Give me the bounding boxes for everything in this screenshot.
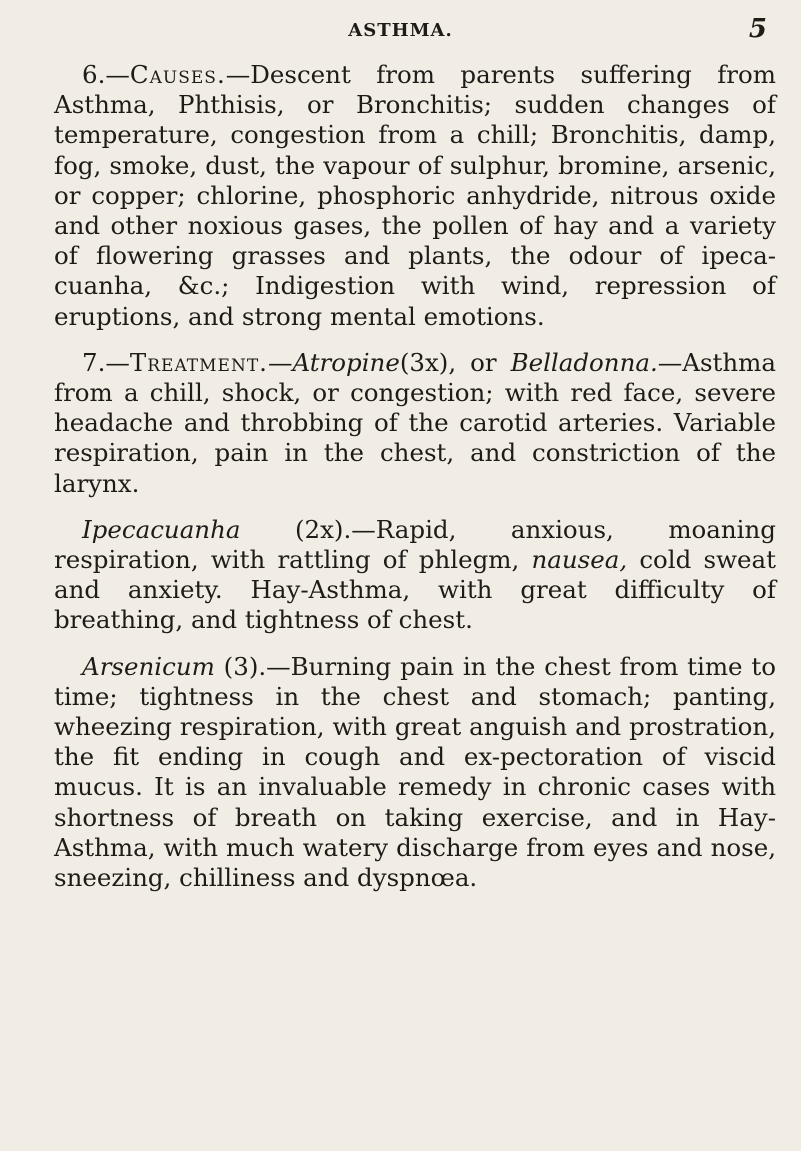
- ipecacuanha-text-b: cold sweat and anxiety. Hay-Asthma, with great difficulty of breathing, and tightness of chest.: [54, 545, 776, 635]
- causes-text: Descent from parents suffering from Asthma, Phthisis, or Bronchitis; sudden changes of temperature, congestion from a chill; Bronchitis, damp, fog, smoke, dust, the vapour of sulphur, bromine, arsenic, or copper; chlorine, phosphoric anhydride, nitrous oxide and other noxious gases, the pollen of hay and a variety of flowering grasses and plants, the odour of ipeca-cuanha, &c.; Indigestion with wind, repression of eruptions, and strong mental emotions.: [54, 60, 776, 331]
- body-text: [54, 60, 776, 909]
- remedy-name-atropine: Atropine: [292, 347, 400, 377]
- remedy-potency: (2x).—: [240, 514, 376, 544]
- paragraph-treatment: [54, 348, 776, 499]
- section-heading-treatment: Treatment.: [129, 347, 268, 377]
- remedy-name-ipecacuanha: Ipecacuanha: [82, 514, 241, 544]
- remedy-name-belladonna: Belladonna.: [510, 347, 658, 377]
- paragraph-causes: [54, 60, 776, 332]
- section-heading-causes: Causes.: [129, 60, 226, 89]
- heading-dash: —: [267, 347, 293, 377]
- remedy-potency: (3x), or: [399, 347, 511, 377]
- page-number: 5: [748, 14, 767, 44]
- emphasis-nausea: nausea,: [531, 545, 628, 575]
- paragraph-number: 7.—: [82, 347, 130, 377]
- remedy-name-arsenicum: Arsenicum: [82, 651, 215, 681]
- treatment-text: Asthma from a chill, shock, or congestion; with red face, severe headache and throbbing of the carotid arteries. Variable respiration, pain in the chest, and constriction of the larynx.: [54, 347, 776, 498]
- ipecacuanha-text-a: Rapid, anxious, moaning respiration, with rattling of phlegm,: [54, 514, 776, 575]
- running-head: [0, 14, 801, 54]
- paragraph-ipecacuanha: [54, 515, 776, 636]
- arsenicum-text: Burning pain in the chest from time to time; tightness in the chest and stomach; panting, wheezing respiration, with great anguish and prostration, the fit ending in cough and ex-pectoration of viscid mucus. It is an invaluable remedy in chronic cases with shortness of breath on taking exercise, and in Hay-Asthma, with much watery discharge from eyes and nose, sneezing, chilliness and dyspnœa.: [54, 651, 776, 893]
- paragraph-arsenicum: [54, 652, 776, 894]
- remedy-potency: (3).—: [214, 651, 291, 681]
- heading-dash: —: [657, 347, 683, 377]
- paragraph-number: 6.—: [82, 60, 130, 89]
- heading-dash: —: [225, 60, 251, 89]
- running-title: ASTHMA.: [348, 20, 453, 41]
